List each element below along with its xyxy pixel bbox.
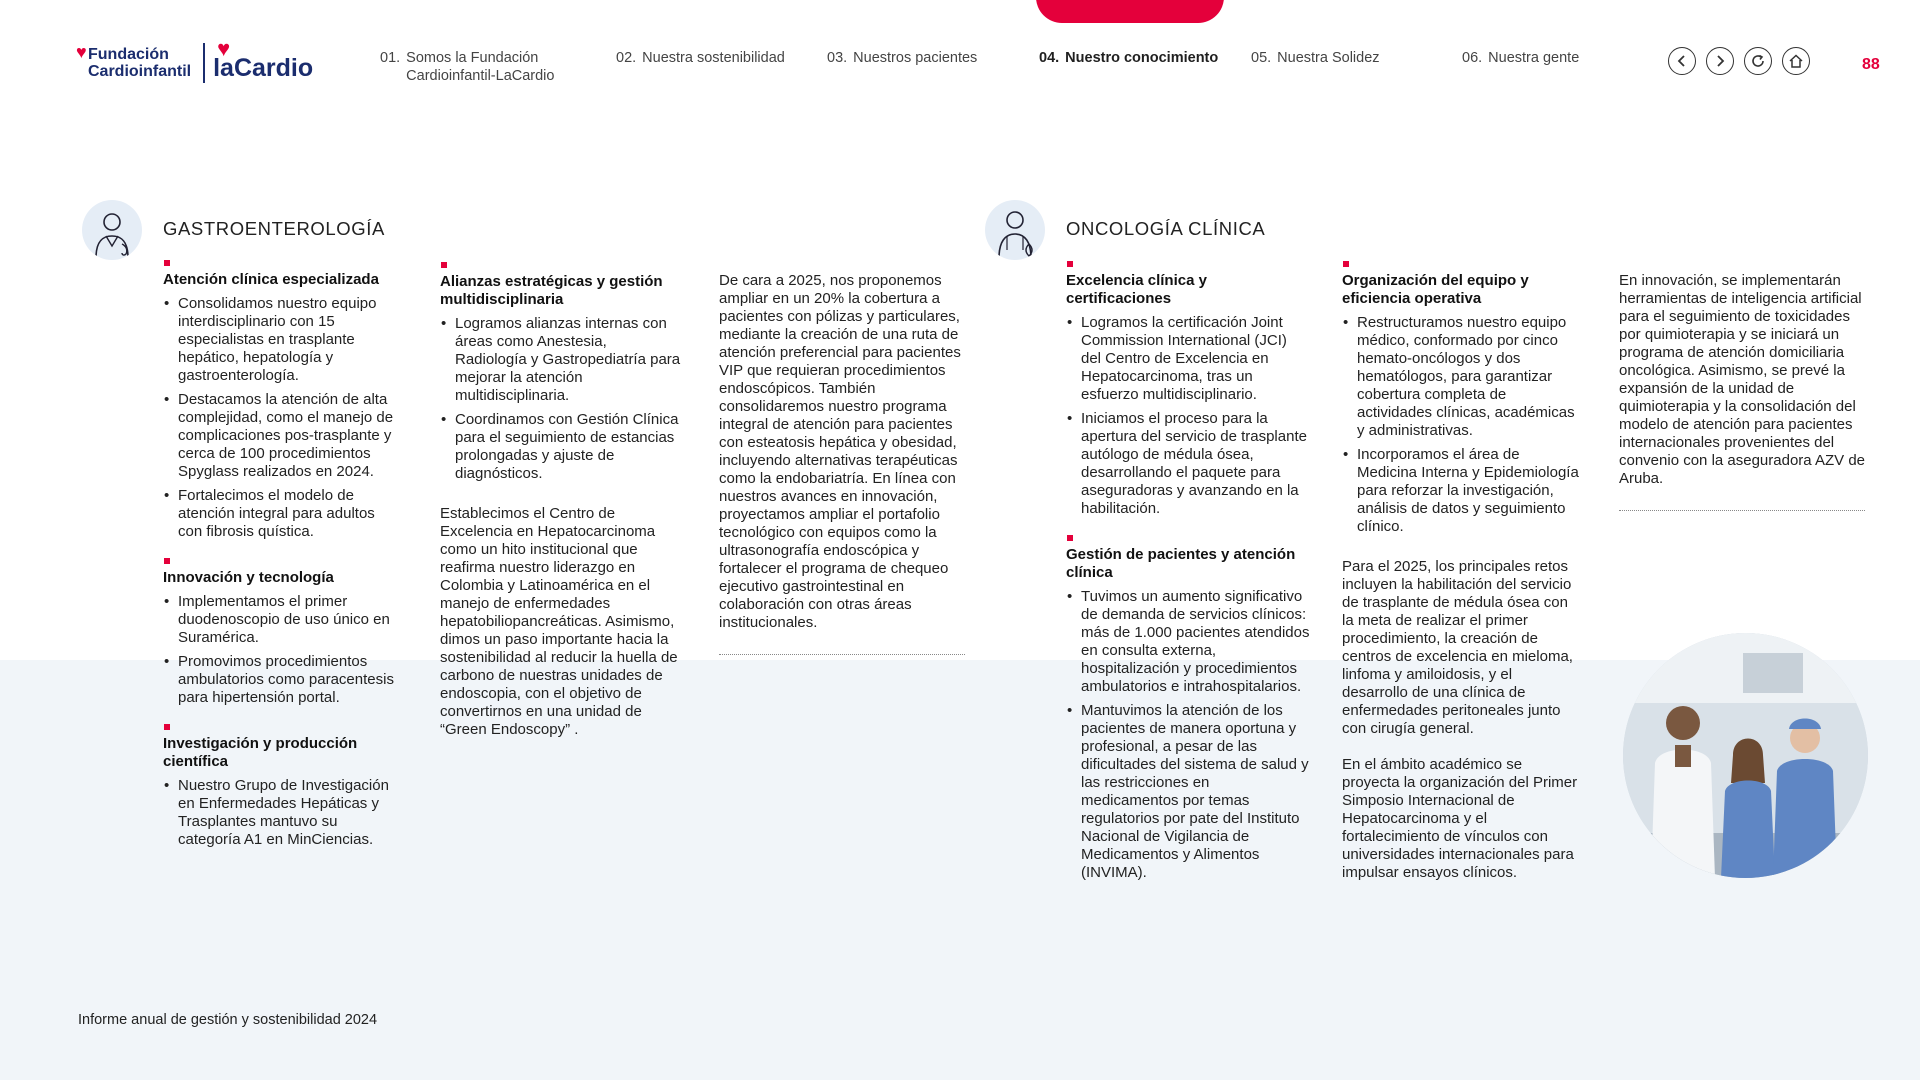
chevron-left-icon — [1675, 54, 1689, 68]
onco-column-1 — [1066, 272, 1310, 888]
nav-item-02[interactable] — [616, 49, 785, 67]
list-item: • Tuvimos un aumento significativo de demanda de servicios clínicos: más de 1.000 pacientes atendidos en consulta externa, hospitalización y procedimientos ambulatorios e intrahospitalarios. — [1066, 588, 1310, 696]
bullet-list — [1342, 314, 1582, 536]
list-item: • Destacamos la atención de alta complejidad, como el manejo de complicaciones pos-trasplante y cerca de 100 procedimientos Spyglass realizados en 2024. — [163, 391, 403, 481]
gastro-column-2 — [440, 273, 682, 757]
nav-item-01[interactable] — [380, 49, 575, 85]
list-item: • Nuestro Grupo de Investigación en Enfermedades Hepáticas y Trasplantes mantuvo su categoría A1 en MinCiencias. — [163, 777, 403, 849]
nav-number: 03. — [827, 50, 848, 66]
nav-item-06[interactable] — [1462, 49, 1579, 67]
list-item: • Incorporamos el área de Medicina Interna y Epidemiología para reforzar la investigación, análisis de datos y seguimiento clínico. — [1342, 446, 1582, 536]
active-section-tab[interactable] — [1036, 0, 1224, 23]
subsection-title: Gestión de pacientes y atención clínica — [1066, 546, 1310, 582]
list-item: • Promovimos procedimientos ambulatorios como paracentesis para hipertensión portal. — [163, 653, 403, 707]
nav-number: 01. — [380, 50, 401, 66]
list-item: • Implementamos el primer duodenoscopio de uso único en Suramérica. — [163, 593, 403, 647]
nav-number: 02. — [616, 50, 637, 66]
paragraph: Para el 2025, los principales retos incluyen la habilitación del servicio de trasplante de médula ósea con la meta de realizar el primer procedimiento, la creación de centros de excelencia en mieloma, linfoma y amiloidosis, y el desarrollo de una clínica de enfermedades peritoneales junto con cirugía general. — [1342, 558, 1573, 737]
bullet-list — [163, 593, 403, 707]
bullet-list — [163, 777, 403, 849]
nav-number: 05. — [1251, 50, 1272, 66]
next-page-button[interactable] — [1706, 47, 1734, 75]
list-item: • Fortalecimos el modelo de atención integral para adultos con fibrosis quística. — [163, 487, 403, 541]
list-item: • Consolidamos nuestro equipo interdisciplinario con 15 especialistas en trasplante hepático, hepatología y gastroenterología. — [163, 295, 403, 385]
nav-label: Nuestra Solidez — [1277, 50, 1380, 66]
onco-column-2 — [1342, 272, 1582, 900]
logo-line-2: Cardioinfantil — [88, 62, 192, 80]
list-item: • Logramos la certificación Joint Commission International (JCI) del Centro de Excelencia en Hepatocarcinoma, tras un esfuerzo multidisciplinario. — [1066, 314, 1310, 404]
doctor-icon — [82, 200, 142, 260]
list-item: • Coordinamos con Gestión Clínica para el seguimiento de estancias prolongadas y ajuste de diagnósticos. — [440, 411, 682, 483]
gastro-column-3 — [719, 272, 965, 655]
nav-label: Somos la Fundación Cardioinfantil-LaCardio — [406, 50, 555, 84]
logo-divider — [203, 43, 205, 83]
nav-label: Nuestra sostenibilidad — [642, 50, 785, 66]
home-icon — [1788, 53, 1804, 69]
subsection-title: Investigación y producción científica — [163, 735, 403, 771]
subsection-title: Atención clínica especializada — [163, 271, 403, 289]
bullet-list — [163, 295, 403, 541]
bullet-list — [440, 315, 682, 483]
nav-label: Nuestra gente — [1488, 50, 1580, 66]
paragraph: De cara a 2025, nos proponemos ampliar en un 20% la cobertura a pacientes con pólizas y particulares, mediante la creación de una ruta de atención preferencial para pacientes VIP que requieran procedimientos endoscópicos. También consolidaremos nuestro programa integral de atención para pacientes con esteatosis hepática y obesidad, incluyendo alternativas terapéuticas como la endobariatría. En línea con nuestros avances en innovación, proyectamos ampliar el portafolio tecnológico con equipos como la ultrasonografía endoscópica y fortalecer el programa de chequeo ejecutivo gastrointestinal en colaboración con otras áreas institucionales. — [719, 272, 961, 631]
refresh-icon — [1750, 53, 1766, 69]
subsection-title: Alianzas estratégicas y gestión multidisciplinaria — [440, 273, 682, 309]
section-title-gastroenterologia: GASTROENTEROLOGÍA — [163, 218, 385, 239]
logo[interactable] — [76, 36, 314, 83]
dotted-divider — [719, 654, 965, 655]
prev-page-button[interactable] — [1668, 47, 1696, 75]
logo-fundacion — [76, 41, 192, 80]
home-button[interactable] — [1782, 47, 1810, 75]
nav-item-03[interactable] — [827, 49, 977, 67]
nav-number: 06. — [1462, 50, 1483, 66]
subsection-title: Organización del equipo y eficiencia operativa — [1342, 272, 1582, 308]
list-item: • Iniciamos el proceso para la apertura del servicio de trasplante autólogo de médula ósea, desarrollando el paquete para aseguradoras y avanzando en la habilitación. — [1066, 410, 1310, 518]
logo-lacardio — [213, 36, 314, 83]
bullet-list — [1066, 588, 1310, 882]
bullet-list — [1066, 314, 1310, 518]
nav-label: Nuestros pacientes — [853, 50, 978, 66]
heart-icon: ♥ — [217, 36, 231, 61]
subsection-title: Excelencia clínica y certificaciones — [1066, 272, 1310, 308]
nav-number: 04. — [1039, 50, 1060, 66]
onco-column-3 — [1619, 272, 1865, 511]
nav-label: Nuestro conocimiento — [1065, 50, 1219, 66]
page-number: 88 — [1862, 56, 1880, 73]
subsection-title: Innovación y tecnología — [163, 569, 403, 587]
section-title-oncologia: ONCOLOGÍA CLÍNICA — [1066, 218, 1266, 239]
chevron-right-icon — [1713, 54, 1727, 68]
list-item: • Mantuvimos la atención de los pacientes de manera oportuna y profesional, a pesar de las dificultades del sistema de salud y las restricciones en medicamentos por temas regulatorios por pate del Instituto Nacional de Vigilancia de Medicamentos y Alimentos (INVIMA). — [1066, 702, 1310, 882]
logo-line-1: Fundación — [88, 45, 169, 63]
paragraph: En el ámbito académico se proyecta la organización del Primer Simposio Internacional de Hepatocarcinoma y el fortalecimiento de vínculos con universidades internacionales para impulsar ensayos clínicos. — [1342, 756, 1578, 881]
dotted-divider — [1619, 510, 1865, 511]
paragraph: Establecimos el Centro de Excelencia en Hepatocarcinoma como un hito institucional que reafirma nuestro liderazgo en Colombia y Latinoamérica en el manejo de enfermedades hepatobiliopancreáticas. Asimismo, dimos un paso importante hacia la sostenibilidad al reducir la huella de carbono de nuestras unidades de endoscopia, con el objetivo de convertirnos en una unidad de “Green Endoscopy” . — [440, 505, 678, 738]
reload-button[interactable] — [1744, 47, 1772, 75]
logo-lacardio-text: laCardio — [213, 54, 314, 82]
nav-item-04[interactable] — [1039, 49, 1218, 67]
list-item: • Logramos alianzas internas con áreas como Anestesia, Radiología y Gastropediatría para mejorar la atención multidisciplinaria. — [440, 315, 682, 405]
nav-item-05[interactable] — [1251, 49, 1380, 67]
doctor-ribbon-icon — [985, 200, 1045, 260]
heart-icon: ♥ — [76, 41, 87, 62]
footer-text: Informe anual de gestión y sostenibilidad 2024 — [78, 1012, 378, 1028]
paragraph: En innovación, se implementarán herramientas de inteligencia artificial para el seguimiento de toxicidades por quimioterapia y se iniciará un programa de atención domiciliaria oncológica. Asimismo, se prevé la expansión de la unidad de quimioterapia y la consolidación del modelo de atención para pacientes internacionales provenientes del convenio con la aseguradora AZV de Aruba. — [1619, 272, 1865, 487]
gastro-column-1 — [163, 271, 403, 855]
list-item: • Restructuramos nuestro equipo médico, conformado por cinco hemato-oncólogos y dos hematólogos, para garantizar cobertura completa de actividades clínicas, académicas y administrativas. — [1342, 314, 1582, 440]
team-photo — [1623, 633, 1868, 878]
